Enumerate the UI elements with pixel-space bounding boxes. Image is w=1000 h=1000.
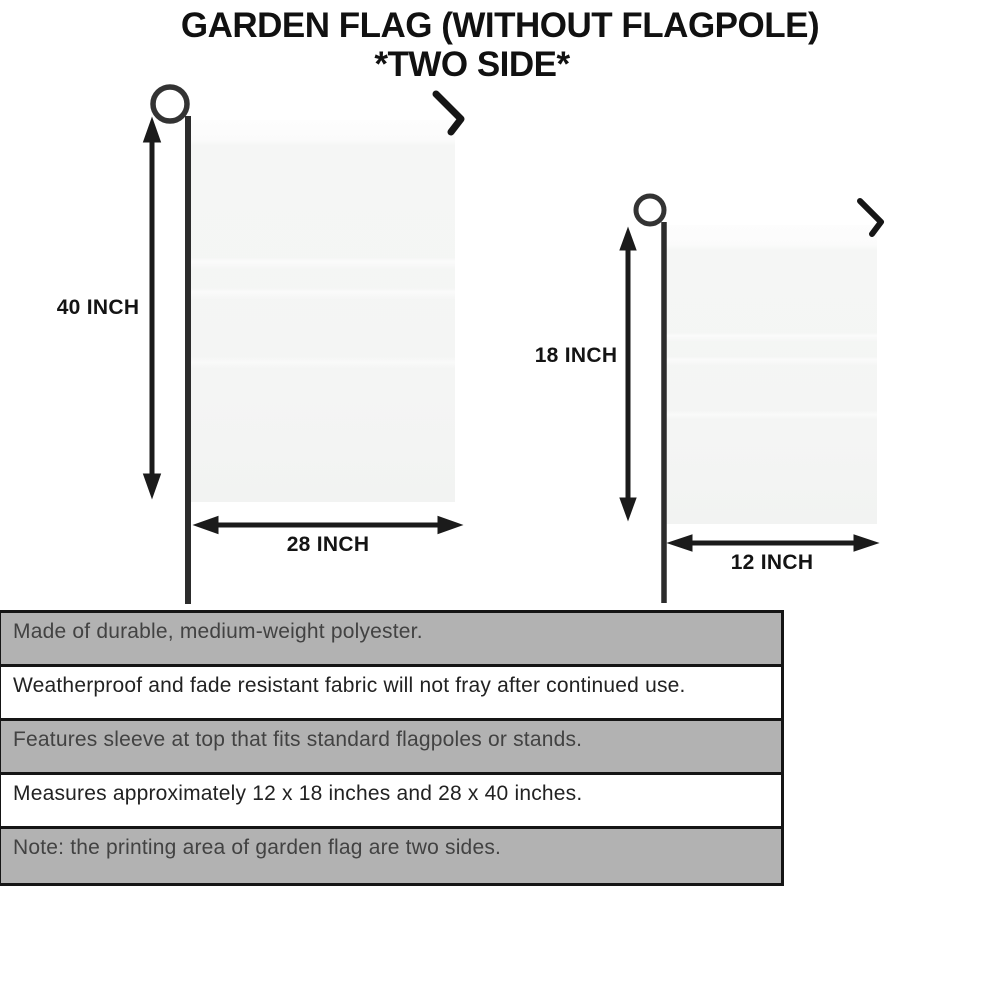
feature-row bbox=[1, 829, 781, 883]
small-width-label: 12 INCH bbox=[730, 551, 814, 574]
large-width-arrow bbox=[194, 517, 462, 534]
feature-text: Measures approximately 12 x 18 inches and 28 x 40 inches. bbox=[13, 782, 583, 805]
large-flag-panel bbox=[189, 120, 455, 502]
small-height-arrow bbox=[620, 228, 636, 520]
feature-text: Features sleeve at top that fits standard flagpoles or stands. bbox=[13, 728, 583, 751]
feature-row bbox=[1, 667, 781, 721]
features-table bbox=[0, 610, 784, 886]
feature-text: Weatherproof and fade resistant fabric will not fray after continued use. bbox=[13, 674, 686, 697]
feature-row bbox=[1, 775, 781, 829]
feature-text: Note: the printing area of garden flag are two sides. bbox=[13, 836, 502, 859]
small-flagpole-loop-icon bbox=[636, 196, 664, 224]
large-height-arrow bbox=[144, 118, 161, 498]
title-line-1: GARDEN FLAG (WITHOUT FLAGPOLE) bbox=[180, 6, 820, 45]
feature-text: Made of durable, medium-weight polyester. bbox=[13, 620, 423, 643]
small-flag-panel bbox=[664, 225, 877, 524]
page-title bbox=[0, 6, 1000, 84]
title-line-2: *TWO SIDE* bbox=[374, 45, 570, 84]
feature-row bbox=[1, 721, 781, 775]
large-width-label: 28 INCH bbox=[286, 533, 370, 556]
feature-row bbox=[1, 613, 781, 667]
large-flagpole-loop-icon bbox=[153, 87, 187, 121]
small-width-arrow bbox=[668, 535, 878, 551]
small-height-label: 18 INCH bbox=[534, 344, 618, 367]
large-height-label: 40 INCH bbox=[56, 296, 140, 319]
